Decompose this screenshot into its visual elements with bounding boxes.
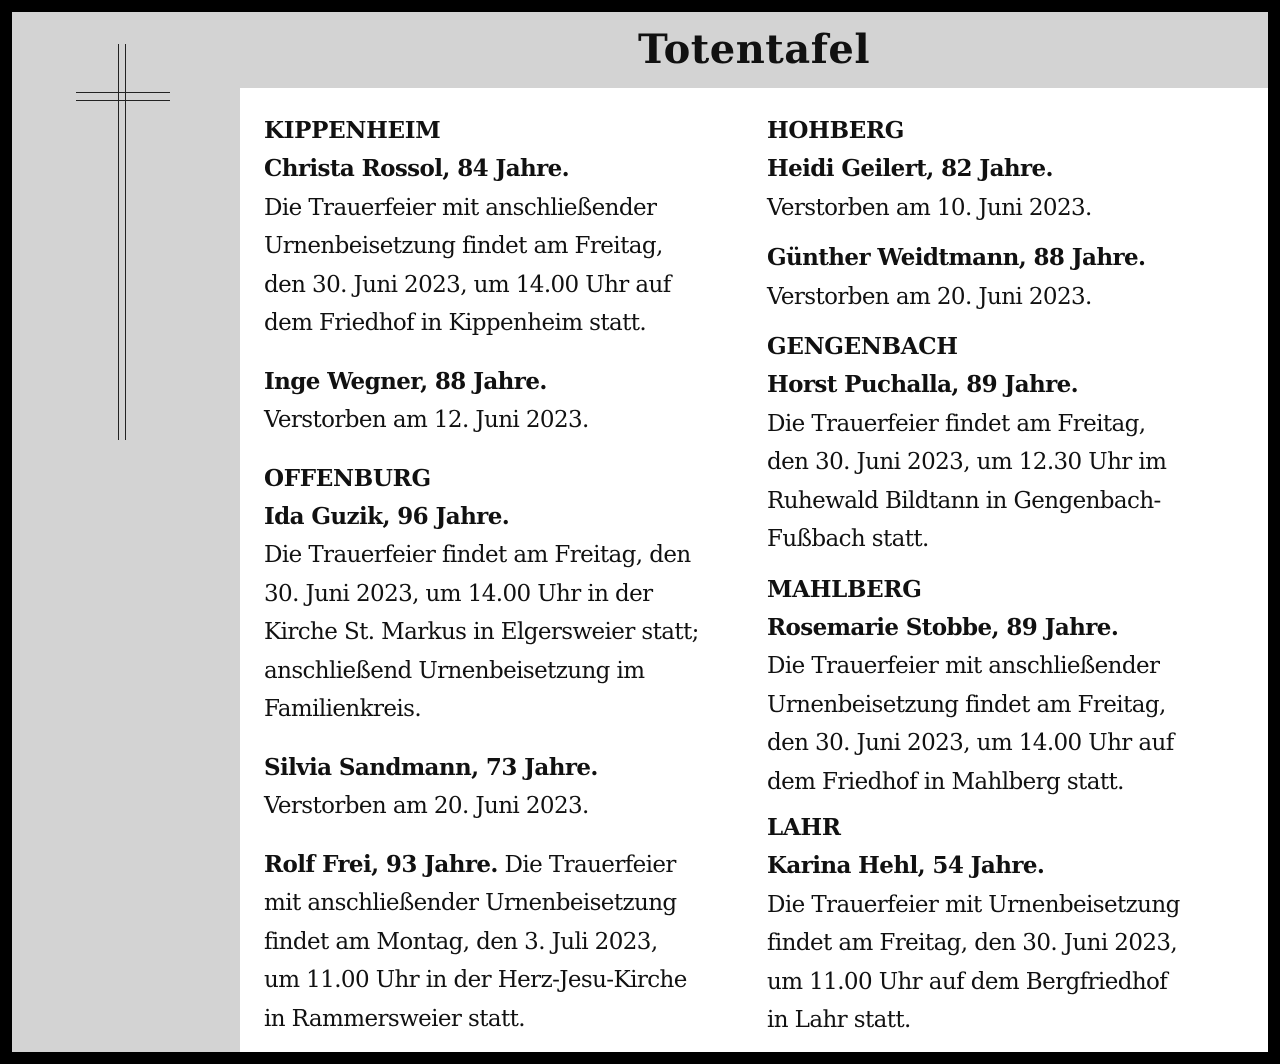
obituary-text: den 30. Juni 2023, um 14.00 Uhr auf xyxy=(767,730,1174,756)
obituary-entry-stobbe xyxy=(767,609,1237,802)
obituary-text: findet am Freitag, den 30. Juni 2023, xyxy=(767,930,1178,956)
obituary-entry-wegner xyxy=(264,363,744,440)
obituary-text: 30. Juni 2023, um 14.00 Uhr in der xyxy=(264,580,653,607)
obituary-entry-geilert xyxy=(767,150,1237,227)
obituary-text: mit anschließender Urnenbeisetzung xyxy=(264,890,677,916)
obituary-text: Familienkreis. xyxy=(264,696,422,722)
obituary-text: dem Friedhof in Kippenheim statt. xyxy=(264,310,647,336)
deceased-name: Heidi Geilert, 82 Jahre. xyxy=(767,155,1053,182)
deceased-name: Günther Weidtmann, 88 Jahre. xyxy=(767,244,1146,271)
deceased-name: Ida Guzik, 96 Jahre. xyxy=(264,502,510,530)
deceased-name: Karina Hehl, 54 Jahre. xyxy=(767,852,1045,879)
obituary-text: Ruhewald Bildtann in Gengenbach- xyxy=(767,487,1161,514)
obituary-text: Die Trauerfeier findet am Freitag, den xyxy=(264,542,691,568)
right-column xyxy=(767,112,1237,1040)
obituary-entry-weidtmann xyxy=(767,239,1237,316)
obituary-entry-guzik xyxy=(264,498,744,729)
cross-icon xyxy=(72,44,172,444)
obituary-panel xyxy=(240,88,1268,1052)
place-heading-mahlberg: MAHLBERG xyxy=(767,575,922,603)
deceased-name: Inge Wegner, 88 Jahre. xyxy=(264,367,547,395)
obituary-frame xyxy=(12,12,1268,1052)
deceased-name: Horst Puchalla, 89 Jahre. xyxy=(767,371,1079,398)
place-heading-lahr: LAHR xyxy=(767,814,841,841)
obituary-text: Verstorben am 12. Juni 2023. xyxy=(264,407,589,433)
page-title: Totentafel xyxy=(637,26,871,73)
obituary-entry-sandmann xyxy=(264,749,744,826)
place-heading-hohberg: HOHBERG xyxy=(767,117,905,144)
obituary-text: um 11.00 Uhr in der Herz-Jesu-Kirche xyxy=(264,967,687,993)
obituary-entry-hehl xyxy=(767,847,1237,1040)
obituary-text: Die Trauerfeier mit anschließender xyxy=(264,194,657,221)
place-heading-kippenheim: KIPPENHEIM xyxy=(264,117,441,144)
obituary-text: in Lahr statt. xyxy=(767,1007,911,1033)
obituary-text: Urnenbeisetzung findet am Freitag, xyxy=(264,233,663,259)
left-column xyxy=(264,112,744,1038)
obituary-entry-frei xyxy=(264,846,744,1039)
obituary-text: den 30. Juni 2023, um 12.30 Uhr im xyxy=(767,449,1167,475)
obituary-text: Verstorben am 20. Juni 2023. xyxy=(767,283,1092,310)
obituary-text: Die Trauerfeier mit Urnenbeisetzung xyxy=(767,891,1180,918)
obituary-text: Kirche St. Markus in Elgersweier statt; xyxy=(264,619,699,645)
obituary-text: in Rammersweier statt. xyxy=(264,1005,525,1032)
obituary-entry-rossol xyxy=(264,150,744,343)
obituary-text: Fußbach statt. xyxy=(767,526,929,552)
obituary-text: anschließend Urnenbeisetzung im xyxy=(264,657,645,684)
obituary-entry-puchalla xyxy=(767,366,1237,559)
deceased-name: Rolf Frei, 93 Jahre. xyxy=(264,850,498,878)
deceased-name: Silvia Sandmann, 73 Jahre. xyxy=(264,753,598,781)
obituary-text: Urnenbeisetzung findet am Freitag, xyxy=(767,691,1166,718)
obituary-text: Verstorben am 10. Juni 2023. xyxy=(767,194,1092,221)
obituary-text: um 11.00 Uhr auf dem Bergfriedhof xyxy=(767,968,1168,995)
deceased-name: Christa Rossol, 84 Jahre. xyxy=(264,155,570,182)
obituary-text: den 30. Juni 2023, um 14.00 Uhr auf xyxy=(264,271,671,298)
obituary-text: Verstorben am 20. Juni 2023. xyxy=(264,793,589,819)
obituary-text: Die Trauerfeier mit anschließender xyxy=(767,653,1160,679)
place-heading-gengenbach: GENGENBACH xyxy=(767,333,958,360)
obituary-text: Die Trauerfeier findet am Freitag, xyxy=(767,410,1146,437)
obituary-text: Die Trauerfeier xyxy=(497,851,676,878)
place-heading-offenburg: OFFENBURG xyxy=(264,464,431,492)
obituary-text: findet am Montag, den 3. Juli 2023, xyxy=(264,928,658,955)
obituary-text: dem Friedhof in Mahlberg statt. xyxy=(767,768,1124,795)
deceased-name: Rosemarie Stobbe, 89 Jahre. xyxy=(767,613,1119,641)
